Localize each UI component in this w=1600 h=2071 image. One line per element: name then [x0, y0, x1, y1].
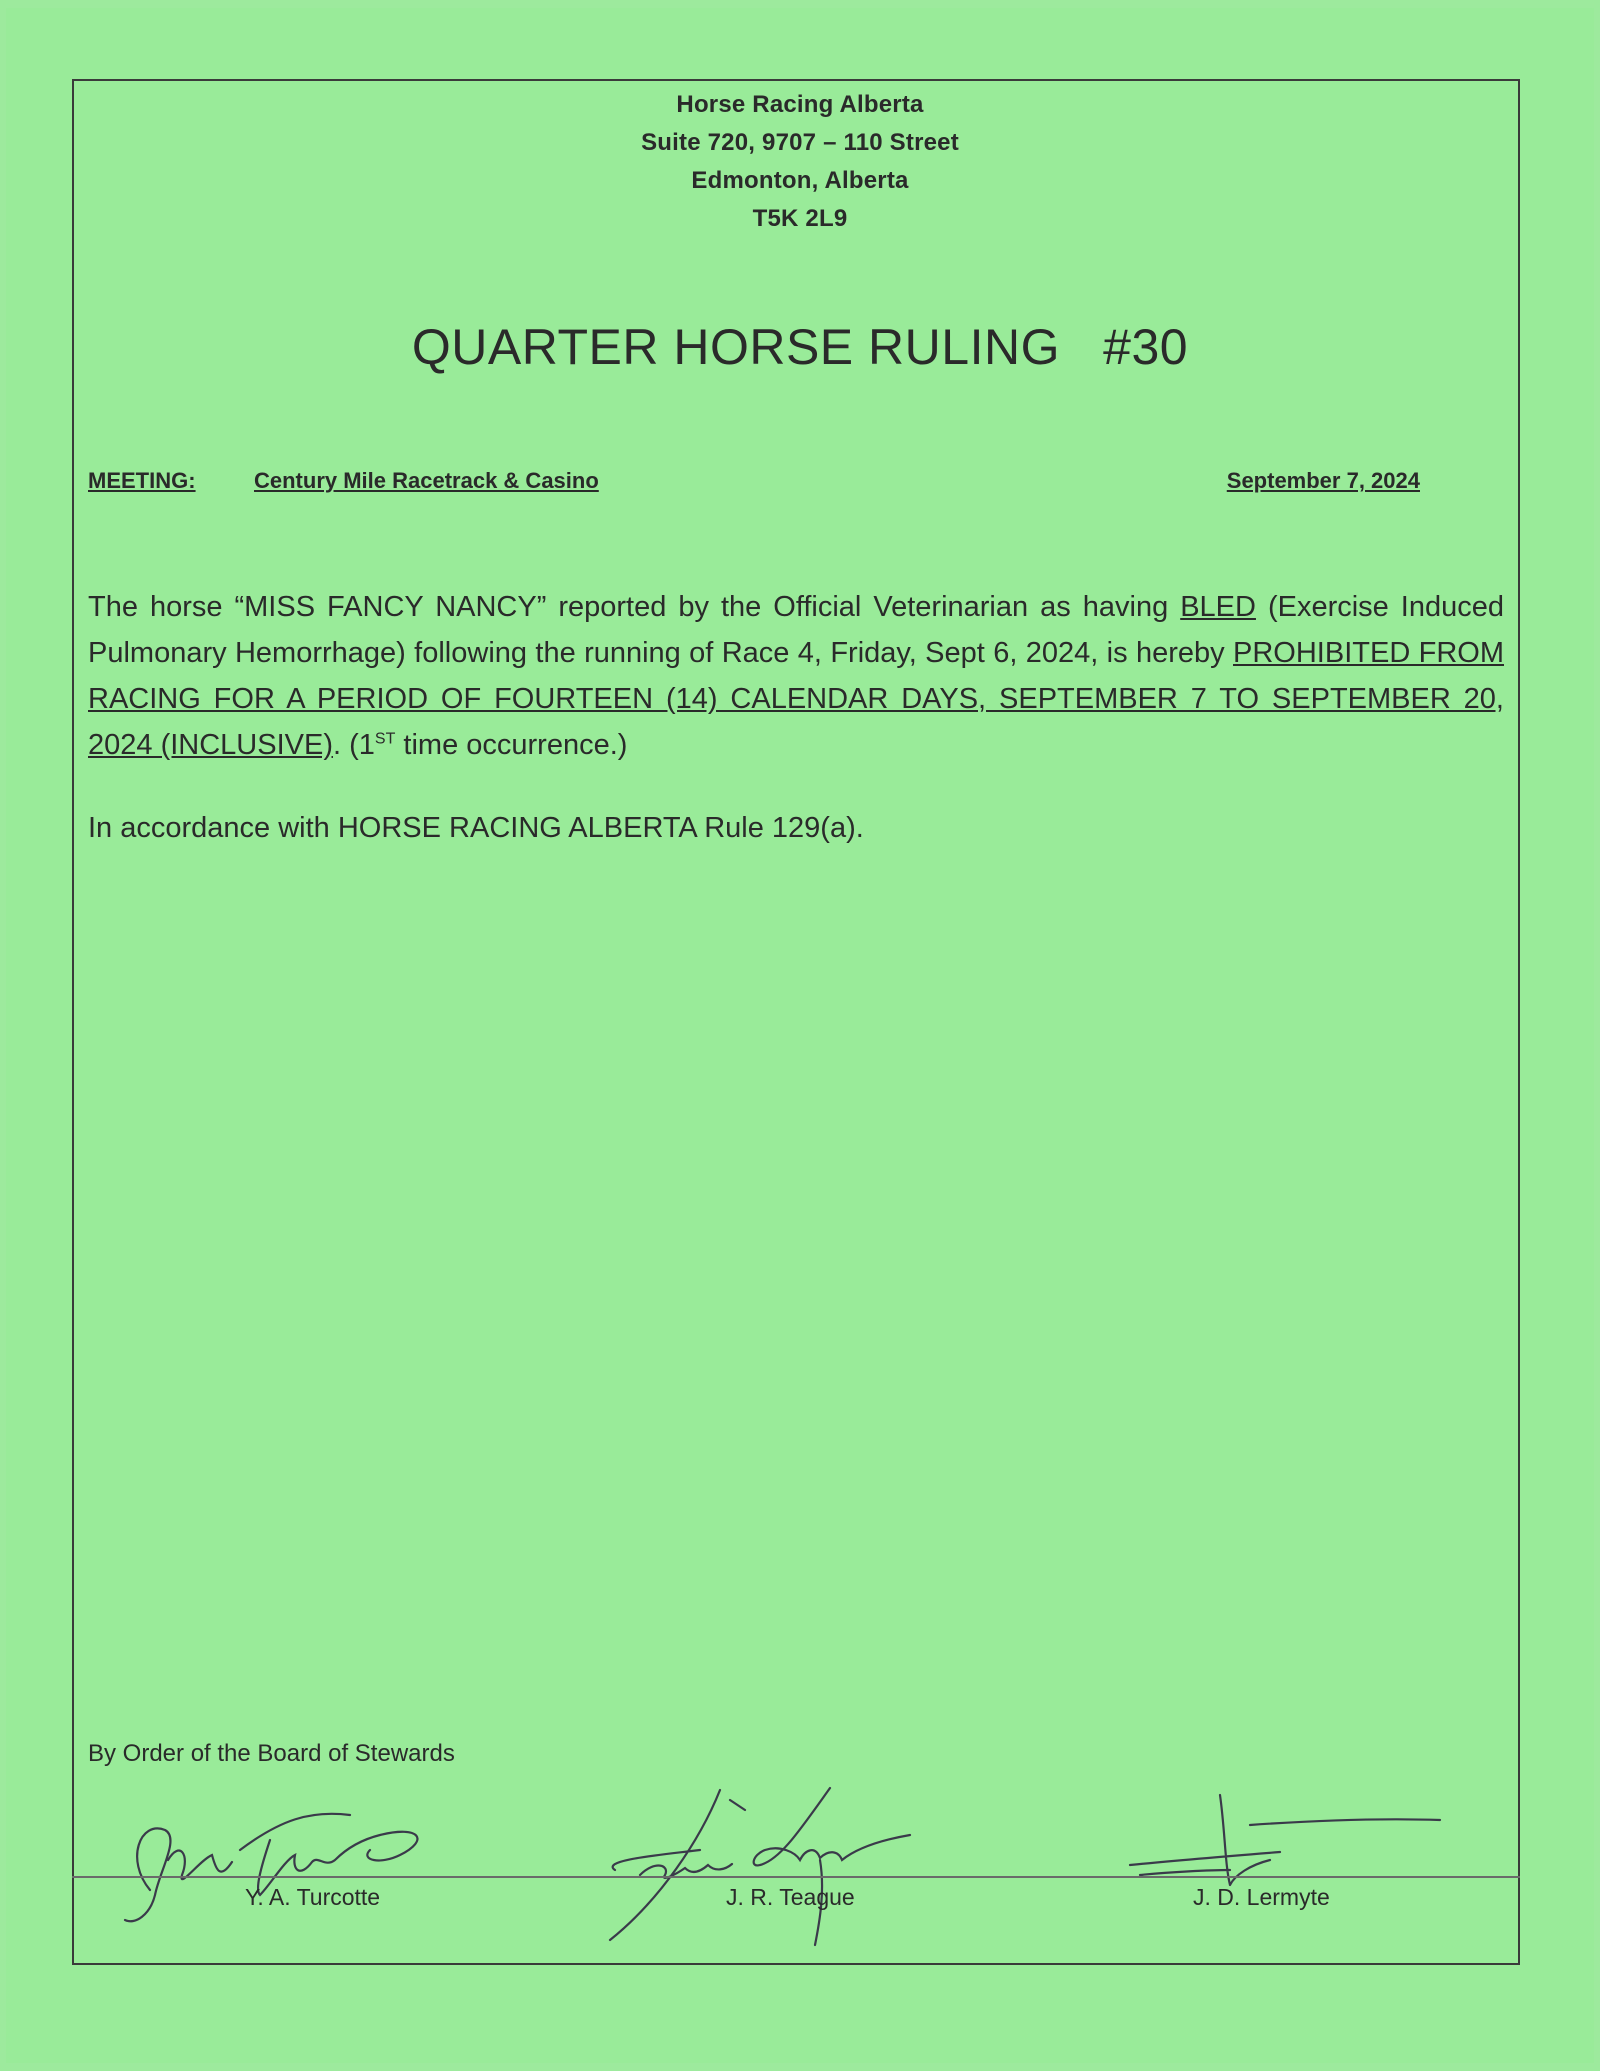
steward-name-turcotte: Y. A. Turcotte	[245, 1884, 381, 1910]
board-order-line: By Order of the Board of Stewards	[88, 1740, 455, 1767]
letterhead	[0, 86, 1600, 238]
ruling-text	[88, 584, 1504, 768]
ruling-part-1: The horse “MISS FANCY NANCY” reported by the Official Veterinarian as having	[88, 591, 1181, 623]
prohibition-clause: PROHIBITED FROM RACING FOR A PERIOD OF FOURTEEN (14) CALENDAR DAYS, SEPTEMBER 7 TO SEPTEMBER 20, 2024 (INCLUSIVE)	[88, 637, 1504, 761]
accordance-statement: In accordance with HORSE RACING ALBERTA Rule 129(a).	[88, 812, 864, 844]
steward-name-teague: J. R. Teague	[726, 1884, 855, 1910]
signature-line	[72, 1876, 1520, 1878]
signature-teague	[580, 1780, 920, 1950]
steward-name-lermyte: J. D. Lermyte	[1193, 1884, 1330, 1910]
ordinal-suffix: ST	[374, 730, 396, 748]
ruling-part-3: . (1	[333, 729, 375, 761]
meeting-venue: Century Mile Racetrack & Casino	[254, 468, 599, 493]
meeting-date: September 7, 2024	[1226, 468, 1420, 493]
address-line-1: Suite 720, 9707 – 110 Street	[641, 129, 959, 156]
ruling-part-4: time occurrence.)	[395, 729, 628, 761]
meeting-label: MEETING:	[88, 468, 196, 493]
postal-code: T5K 2L9	[752, 205, 848, 232]
address-line-2: Edmonton, Alberta	[691, 167, 909, 194]
org-name: Horse Racing Alberta	[676, 91, 924, 118]
ruling-title: QUARTER HORSE RULING #30	[411, 319, 1189, 375]
ruling-part-2: (Exercise Induced Pulmonary Hemorrhage) following the running of Race 4, Friday, Sept 6, 2024, is hereby	[88, 591, 1505, 669]
bled-term: BLED	[1180, 591, 1256, 623]
